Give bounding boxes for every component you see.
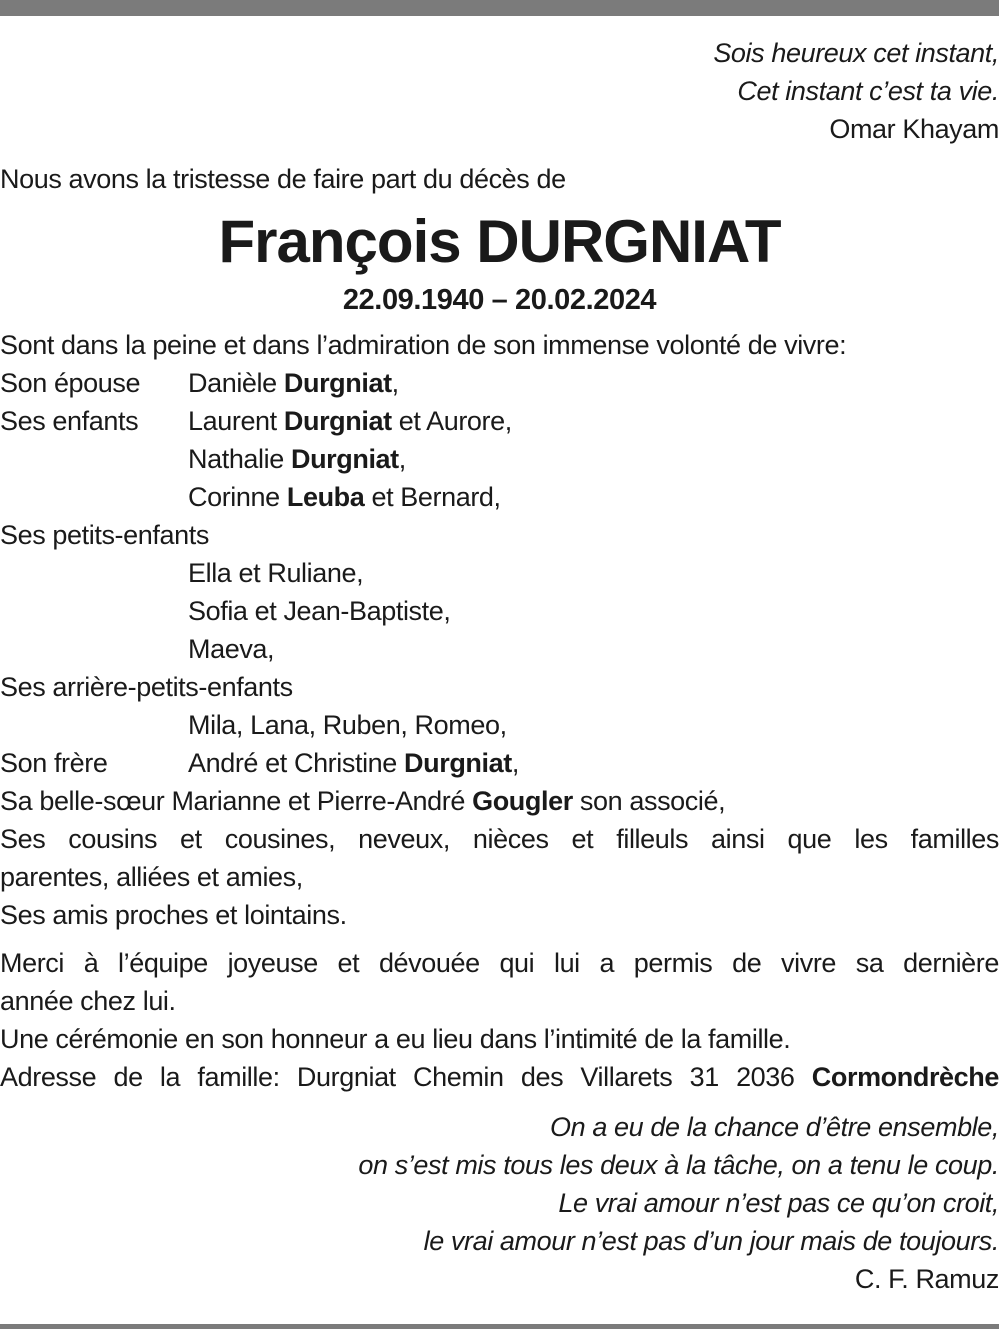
closing-author: C. F. Ramuz xyxy=(854,1264,999,1294)
friends-line: Ses amis proches et lointains. xyxy=(0,900,347,930)
closing-line-1: On a eu de la chance d’être ensemble, xyxy=(550,1112,999,1142)
epigraph-line-1: Sois heureux cet instant, xyxy=(713,38,999,68)
brother-row xyxy=(0,744,999,782)
closing-line-2: on s’est mis tous les deux à la tâche, on a tenu le coup. xyxy=(358,1150,999,1180)
spouse-label: Son épouse xyxy=(0,368,141,398)
children-row xyxy=(0,402,999,440)
bottom-border-rule xyxy=(0,1324,999,1329)
thanks-line-1: Merci à l’équipe joyeuse et dévouée qui lui a permis de vivre sa dernière xyxy=(0,948,999,978)
great-grandchildren-names: Mila, Lana, Ruben, Romeo, xyxy=(188,710,507,740)
mourners-intro: Sont dans la peine et dans l’admiration de son immense volonté de vivre: xyxy=(0,330,847,360)
sister-in-law-row: Sa belle-sœur Marianne et Pierre-André Gougler son associé, xyxy=(0,786,726,816)
cousins-line-1: Ses cousins et cousines, neveux, nièces et filleuls ainsi que les familles xyxy=(0,824,999,854)
top-border-rule xyxy=(0,0,999,16)
epigraph-author: Omar Khayam xyxy=(829,114,999,144)
epigraph-line-2: Cet instant c’est ta vie. xyxy=(737,76,999,106)
grandchild-2: Sofia et Jean-Baptiste, xyxy=(188,596,451,626)
grandchild-3: Maeva, xyxy=(188,634,275,664)
cousins-line-2: parentes, alliées et amies, xyxy=(0,862,303,892)
child-3: Corinne Leuba et Bernard, xyxy=(188,482,501,512)
closing-line-3: Le vrai amour n’est pas ce qu’on croit, xyxy=(558,1188,999,1218)
thanks-line-2: année chez lui. xyxy=(0,986,176,1016)
spouse-row xyxy=(0,364,999,402)
obituary-notice xyxy=(0,34,999,1298)
child-2: Nathalie Durgniat, xyxy=(188,444,406,474)
grandchild-1: Ella et Ruliane, xyxy=(188,558,364,588)
deceased-name: François DURGNIAT xyxy=(218,208,781,275)
closing-quote xyxy=(0,1108,999,1298)
address-line: Adresse de la famille: Durgniat Chemin des Villarets 31 2036 Cormondrèche xyxy=(0,1062,999,1092)
epigraph xyxy=(0,34,999,148)
spouse-name: Danièle Durgniat, xyxy=(188,368,399,398)
deceased-dates: 22.09.1940 – 20.02.2024 xyxy=(342,284,657,316)
closing-line-4: le vrai amour n’est pas d’un jour mais de toujours. xyxy=(423,1226,999,1256)
brother-name: André et Christine Durgniat, xyxy=(188,748,519,778)
great-grandchildren-label: Ses arrière-petits-enfants xyxy=(0,672,293,702)
brother-label: Son frère xyxy=(0,748,108,778)
child-1: Laurent Durgniat et Aurore, xyxy=(188,406,512,436)
children-label: Ses enfants xyxy=(0,406,139,436)
grandchildren-label: Ses petits-enfants xyxy=(0,520,209,550)
ceremony-line: Une cérémonie en son honneur a eu lieu dans l’intimité de la famille. xyxy=(0,1024,791,1054)
intro-text: Nous avons la tristesse de faire part du décès de xyxy=(0,164,566,194)
